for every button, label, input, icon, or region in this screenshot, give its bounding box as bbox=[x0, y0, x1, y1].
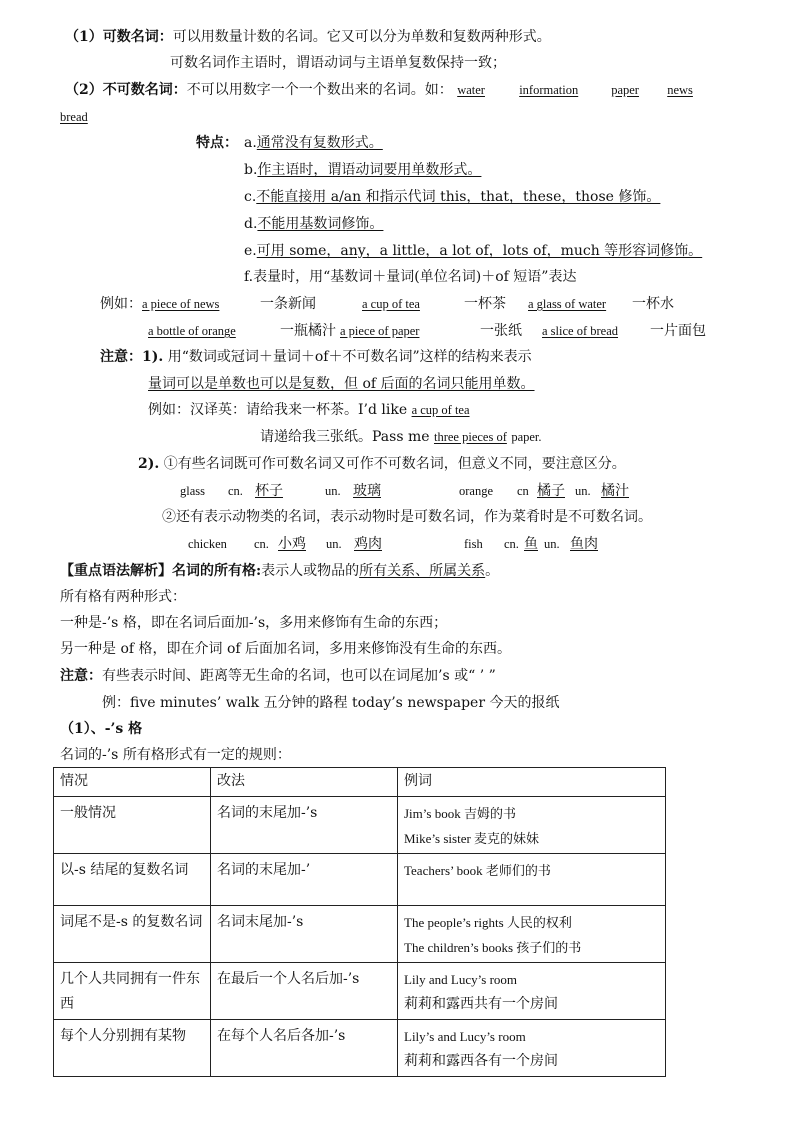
example-line: The children’s books 孩子们的书 bbox=[404, 940, 582, 955]
example-phrase: a piece of paper bbox=[340, 324, 420, 338]
possessive-note-text: 有些表示时间、距离等无生命的名词，也可以在词尾加’s 或“ ’ ” bbox=[102, 668, 496, 684]
feature-text: 通常没有复数形式。 bbox=[256, 135, 383, 151]
note-1-example-prompt: 请递给我三张纸。Pass me bbox=[260, 429, 430, 445]
table-cell-example bbox=[398, 906, 666, 963]
example-phrase: a slice of bread bbox=[542, 324, 619, 338]
note-2-word: glass bbox=[180, 484, 205, 498]
table-cell-rule: 名词末尾加-’s bbox=[211, 906, 398, 963]
table-cell-rule: 名词的末尾加-’s bbox=[211, 797, 398, 854]
table-cell-example bbox=[398, 963, 666, 1020]
countable-meaning: 小鸡 bbox=[278, 536, 306, 552]
example-line: 莉莉和露西共有一个房间 bbox=[404, 996, 558, 1012]
countable-meaning: 杯子 bbox=[255, 483, 283, 499]
table-header: 情况 bbox=[54, 768, 211, 797]
example-phrase: a piece of news bbox=[142, 297, 220, 311]
note-1-text-continued: 量词可以是单数也可以是复数，但 of 后面的名词只能用单数。 bbox=[148, 376, 535, 392]
table-row bbox=[54, 1020, 666, 1077]
example-row-2 bbox=[148, 322, 706, 340]
table-cell-rule: 名词的末尾加-’ bbox=[211, 854, 398, 906]
uncountable-tag: un. bbox=[575, 484, 591, 498]
note-1-example-answer: a cup of tea bbox=[411, 403, 470, 417]
note-2-word: chicken bbox=[188, 537, 227, 551]
uncountable-noun-line bbox=[65, 81, 693, 99]
feature-key: f. bbox=[244, 269, 254, 285]
uncountable-example: information bbox=[519, 83, 579, 97]
example-line: Lily’s and Lucy’s room bbox=[404, 1029, 526, 1044]
countable-meaning: 鱼 bbox=[524, 536, 538, 552]
apostrophe-s-heading: （1）、-’s 格 bbox=[60, 721, 143, 737]
example-meaning: 一条新闻 bbox=[260, 296, 316, 312]
note-label: 注意： bbox=[60, 668, 102, 684]
uncountable-meaning: 玻璃 bbox=[353, 483, 381, 499]
features-label: 特点： bbox=[196, 135, 238, 151]
countable-noun-note: 可数名词作主语时，谓语动词与主语单复数保持一致； bbox=[170, 55, 506, 71]
note-2-line bbox=[138, 455, 626, 473]
note-2-word: fish bbox=[464, 537, 483, 551]
note-number: 2). bbox=[138, 456, 160, 472]
table-cell-example bbox=[398, 797, 666, 854]
feature-key: e. bbox=[244, 243, 257, 259]
feature-item bbox=[244, 188, 660, 206]
example-meaning: 一杯水 bbox=[632, 296, 674, 312]
table-cell-situation: 词尾不是-s 的复数名词 bbox=[54, 906, 211, 963]
possessive-rules-table bbox=[53, 767, 666, 1077]
uncountable-example: paper bbox=[611, 83, 639, 97]
uncountable-meaning: 鸡肉 bbox=[354, 536, 382, 552]
uncountable-meaning: 鱼肉 bbox=[570, 536, 598, 552]
table-cell-example bbox=[398, 1020, 666, 1077]
note-2-word: orange bbox=[459, 484, 494, 498]
note-1-example-suffix: paper. bbox=[511, 430, 542, 444]
countable-tag: cn bbox=[517, 484, 529, 498]
example-phrase: a bottle of orange bbox=[148, 324, 236, 338]
example-line: Lily and Lucy’s room bbox=[404, 972, 518, 987]
table-row bbox=[54, 963, 666, 1020]
possessive-heading-text: 表示人或物品的 bbox=[261, 563, 360, 579]
table-cell-rule: 在每个人名后各加-’s bbox=[211, 1020, 398, 1077]
possessive-form-1: 一种是-’s 格，即在名词后面加-’s，多用来修饰有生命的东西； bbox=[60, 615, 448, 631]
feature-item bbox=[244, 268, 576, 286]
feature-item bbox=[244, 134, 383, 152]
example-meaning: 一杯茶 bbox=[464, 296, 506, 312]
example-meaning: 一张纸 bbox=[480, 323, 522, 339]
note-2-example-row-1 bbox=[180, 482, 629, 500]
feature-text: 表量时，用“基数词＋量词(单位名词)＋of 短语”表达 bbox=[253, 269, 577, 285]
possessive-heading bbox=[60, 562, 499, 580]
table-cell-rule: 在最后一个人名后加-’s bbox=[211, 963, 398, 1020]
feature-key: c. bbox=[244, 189, 257, 205]
possessive-example: 例：five minutes’ walk 五分钟的路程 today’s newspaper 今天的报纸 bbox=[102, 695, 560, 711]
table-cell-situation: 以-s 结尾的复数名词 bbox=[54, 854, 211, 906]
possessive-intro: 所有格有两种形式： bbox=[60, 589, 186, 605]
countable-tag: cn. bbox=[228, 484, 243, 498]
feature-key: a. bbox=[244, 135, 257, 151]
example-meaning: 一片面包 bbox=[650, 323, 706, 339]
note-1-line bbox=[100, 348, 532, 366]
note-1-example-answer: three pieces of bbox=[433, 430, 507, 444]
feature-text: 不能用基数词修饰。 bbox=[257, 216, 384, 232]
table-cell-situation: 每个人分别拥有某物 bbox=[54, 1020, 211, 1077]
countable-meaning: 橘子 bbox=[537, 483, 565, 499]
feature-text: 可用 some，any，a little，a lot of，lots of，much 等形容词修饰。 bbox=[256, 243, 703, 259]
feature-key: d. bbox=[244, 216, 258, 232]
example-meaning: 一瓶橘汁 bbox=[280, 323, 336, 339]
example-phrase: a glass of water bbox=[528, 297, 607, 311]
uncountable-tag: un. bbox=[325, 484, 341, 498]
example-line: Mike’s sister 麦克的妹妹 bbox=[404, 831, 540, 846]
feature-key: b. bbox=[244, 162, 258, 178]
table-header: 例词 bbox=[398, 768, 666, 797]
feature-text: 不能直接用 a/an 和指示代词 this，that，these，those 修饰。 bbox=[256, 189, 661, 205]
countable-noun-label: （1）可数名词： bbox=[65, 29, 173, 45]
possessive-heading-underlined: 所有关系、所属关系 bbox=[359, 563, 486, 579]
table-cell-situation: 几个人共同拥有一件东西 bbox=[54, 963, 211, 1020]
table-header: 改法 bbox=[211, 768, 398, 797]
table-row bbox=[54, 906, 666, 963]
countable-noun-definition: 可以用数量计数的名词。它又可以分为单数和复数两种形式。 bbox=[172, 29, 551, 45]
countable-noun-line bbox=[65, 28, 551, 46]
table-row bbox=[54, 854, 666, 906]
table-cell-situation: 一般情况 bbox=[54, 797, 211, 854]
example-line: Teachers’ book 老师们的书 bbox=[404, 863, 551, 878]
feature-item bbox=[244, 215, 383, 233]
note-1-example-prompt: 例如：汉译英：请给我来一杯茶。I’d like bbox=[148, 402, 408, 418]
note-2-text-2: ②还有表示动物类的名词，表示动物时是可数名词，作为菜肴时是不可数名词。 bbox=[162, 509, 652, 525]
uncountable-noun-definition: 不可以用数字一个一个数出来的名词。如： bbox=[186, 82, 453, 98]
example-label: 例如： bbox=[100, 296, 142, 312]
note-label: 注意： bbox=[100, 349, 142, 365]
table-intro: 名词的-’s 所有格形式有一定的规则： bbox=[60, 747, 291, 763]
feature-item bbox=[244, 161, 481, 179]
uncountable-example: news bbox=[667, 83, 693, 97]
possessive-heading-title: 【重点语法解析】名词的所有格: bbox=[60, 563, 262, 579]
example-phrase: a cup of tea bbox=[362, 297, 420, 311]
uncountable-example-continued: bread bbox=[60, 110, 88, 124]
possessive-form-2: 另一种是 of 格，即在介词 of 后面加名词，多用来修饰没有生命的东西。 bbox=[60, 641, 512, 657]
table-header-row bbox=[54, 768, 666, 797]
uncountable-tag: un. bbox=[326, 537, 342, 551]
example-line: Jim’s book 吉姆的书 bbox=[404, 806, 516, 821]
example-line: 莉莉和露西各有一个房间 bbox=[404, 1053, 558, 1069]
note-2-text: ①有些名词既可作可数名词又可作不可数名词，但意义不同，要注意区分。 bbox=[163, 456, 626, 472]
possessive-note bbox=[60, 667, 496, 685]
note-1-text: 用“数词或冠词＋量词＋of＋不可数名词”这样的结构来表示 bbox=[167, 349, 532, 365]
example-row-1 bbox=[100, 295, 674, 313]
countable-tag: cn. bbox=[504, 537, 519, 551]
table-cell-example bbox=[398, 854, 666, 906]
note-1-example-2 bbox=[260, 428, 542, 446]
feature-item bbox=[244, 242, 702, 260]
uncountable-meaning: 橘汁 bbox=[601, 483, 629, 499]
note-number: 1). bbox=[142, 349, 164, 365]
note-2-example-row-2 bbox=[188, 535, 598, 553]
possessive-heading-end: 。 bbox=[485, 563, 500, 579]
table-row bbox=[54, 797, 666, 854]
feature-text: 作主语时，谓语动词要用单数形式。 bbox=[257, 162, 482, 178]
note-1-example-1 bbox=[148, 401, 470, 419]
uncountable-example: water bbox=[457, 83, 485, 97]
countable-tag: cn. bbox=[254, 537, 269, 551]
example-line: The people’s rights 人民的权利 bbox=[404, 915, 572, 930]
uncountable-noun-label: （2）不可数名词： bbox=[65, 82, 187, 98]
uncountable-tag: un. bbox=[544, 537, 560, 551]
